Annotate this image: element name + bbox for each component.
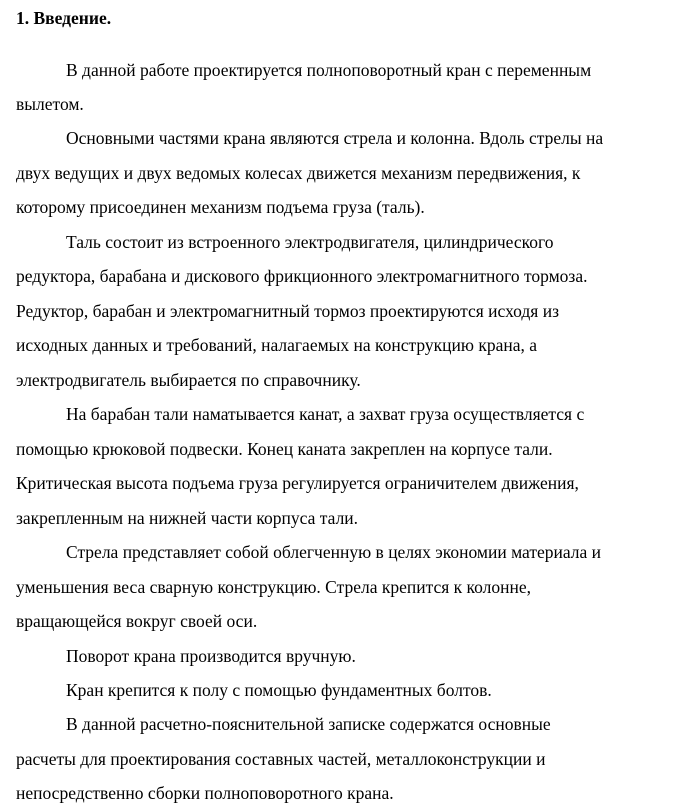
text-line: редуктора, барабана и дискового фрикционного электромагнитного тормоза. — [16, 266, 588, 286]
text-line: вращающейся вокруг своей оси. — [16, 611, 258, 631]
text-line: Поворот крана производится вручную. — [66, 646, 356, 666]
text-line: Кран крепится к полу с помощью фундаментных болтов. — [66, 680, 492, 700]
text-line: двух ведущих и двух ведомых колесах движется механизм передвижения, к — [16, 163, 581, 183]
text-line: расчеты для проектирования составных частей, металлоконструкции и — [16, 749, 546, 769]
text-line: исходных данных и требований, налагаемых на конструкцию крана, а — [16, 335, 538, 355]
text-line: помощью крюковой подвески. Конец каната закреплен на корпусе тали. — [16, 439, 553, 459]
text-line: вылетом. — [16, 94, 84, 114]
text-line: непосредственно сборки полноповоротного крана. — [16, 783, 394, 803]
text-line: Таль состоит из встроенного электродвигателя, цилиндрического — [66, 232, 554, 252]
text-line: Основными частями крана являются стрела и колонна. Вдоль стрелы на — [66, 128, 604, 148]
text-line: которому присоединен механизм подъема груза (таль). — [16, 197, 425, 217]
text-line: В данной работе проектируется полноповоротный кран с переменным — [66, 60, 592, 80]
text-line: Стрела представляет собой облегченную в целях экономии материала и — [66, 542, 602, 562]
section-heading: 1. Введение. — [16, 8, 112, 28]
text-line: В данной расчетно-пояснительной записке содержатся основные — [66, 714, 551, 734]
text-line: электродвигатель выбирается по справочнику. — [16, 370, 361, 390]
text-line: На барабан тали наматывается канат, а захват груза осуществляется с — [66, 404, 585, 424]
text-line: Критическая высота подъема груза регулируется ограничителем движения, — [16, 473, 579, 493]
text-line: уменьшения веса сварную конструкцию. Стрела крепится к колонне, — [16, 577, 532, 597]
text-line: закрепленным на нижней части корпуса тали. — [16, 508, 359, 528]
text-line: Редуктор, барабан и электромагнитный тормоз проектируются исходя из — [16, 301, 560, 321]
